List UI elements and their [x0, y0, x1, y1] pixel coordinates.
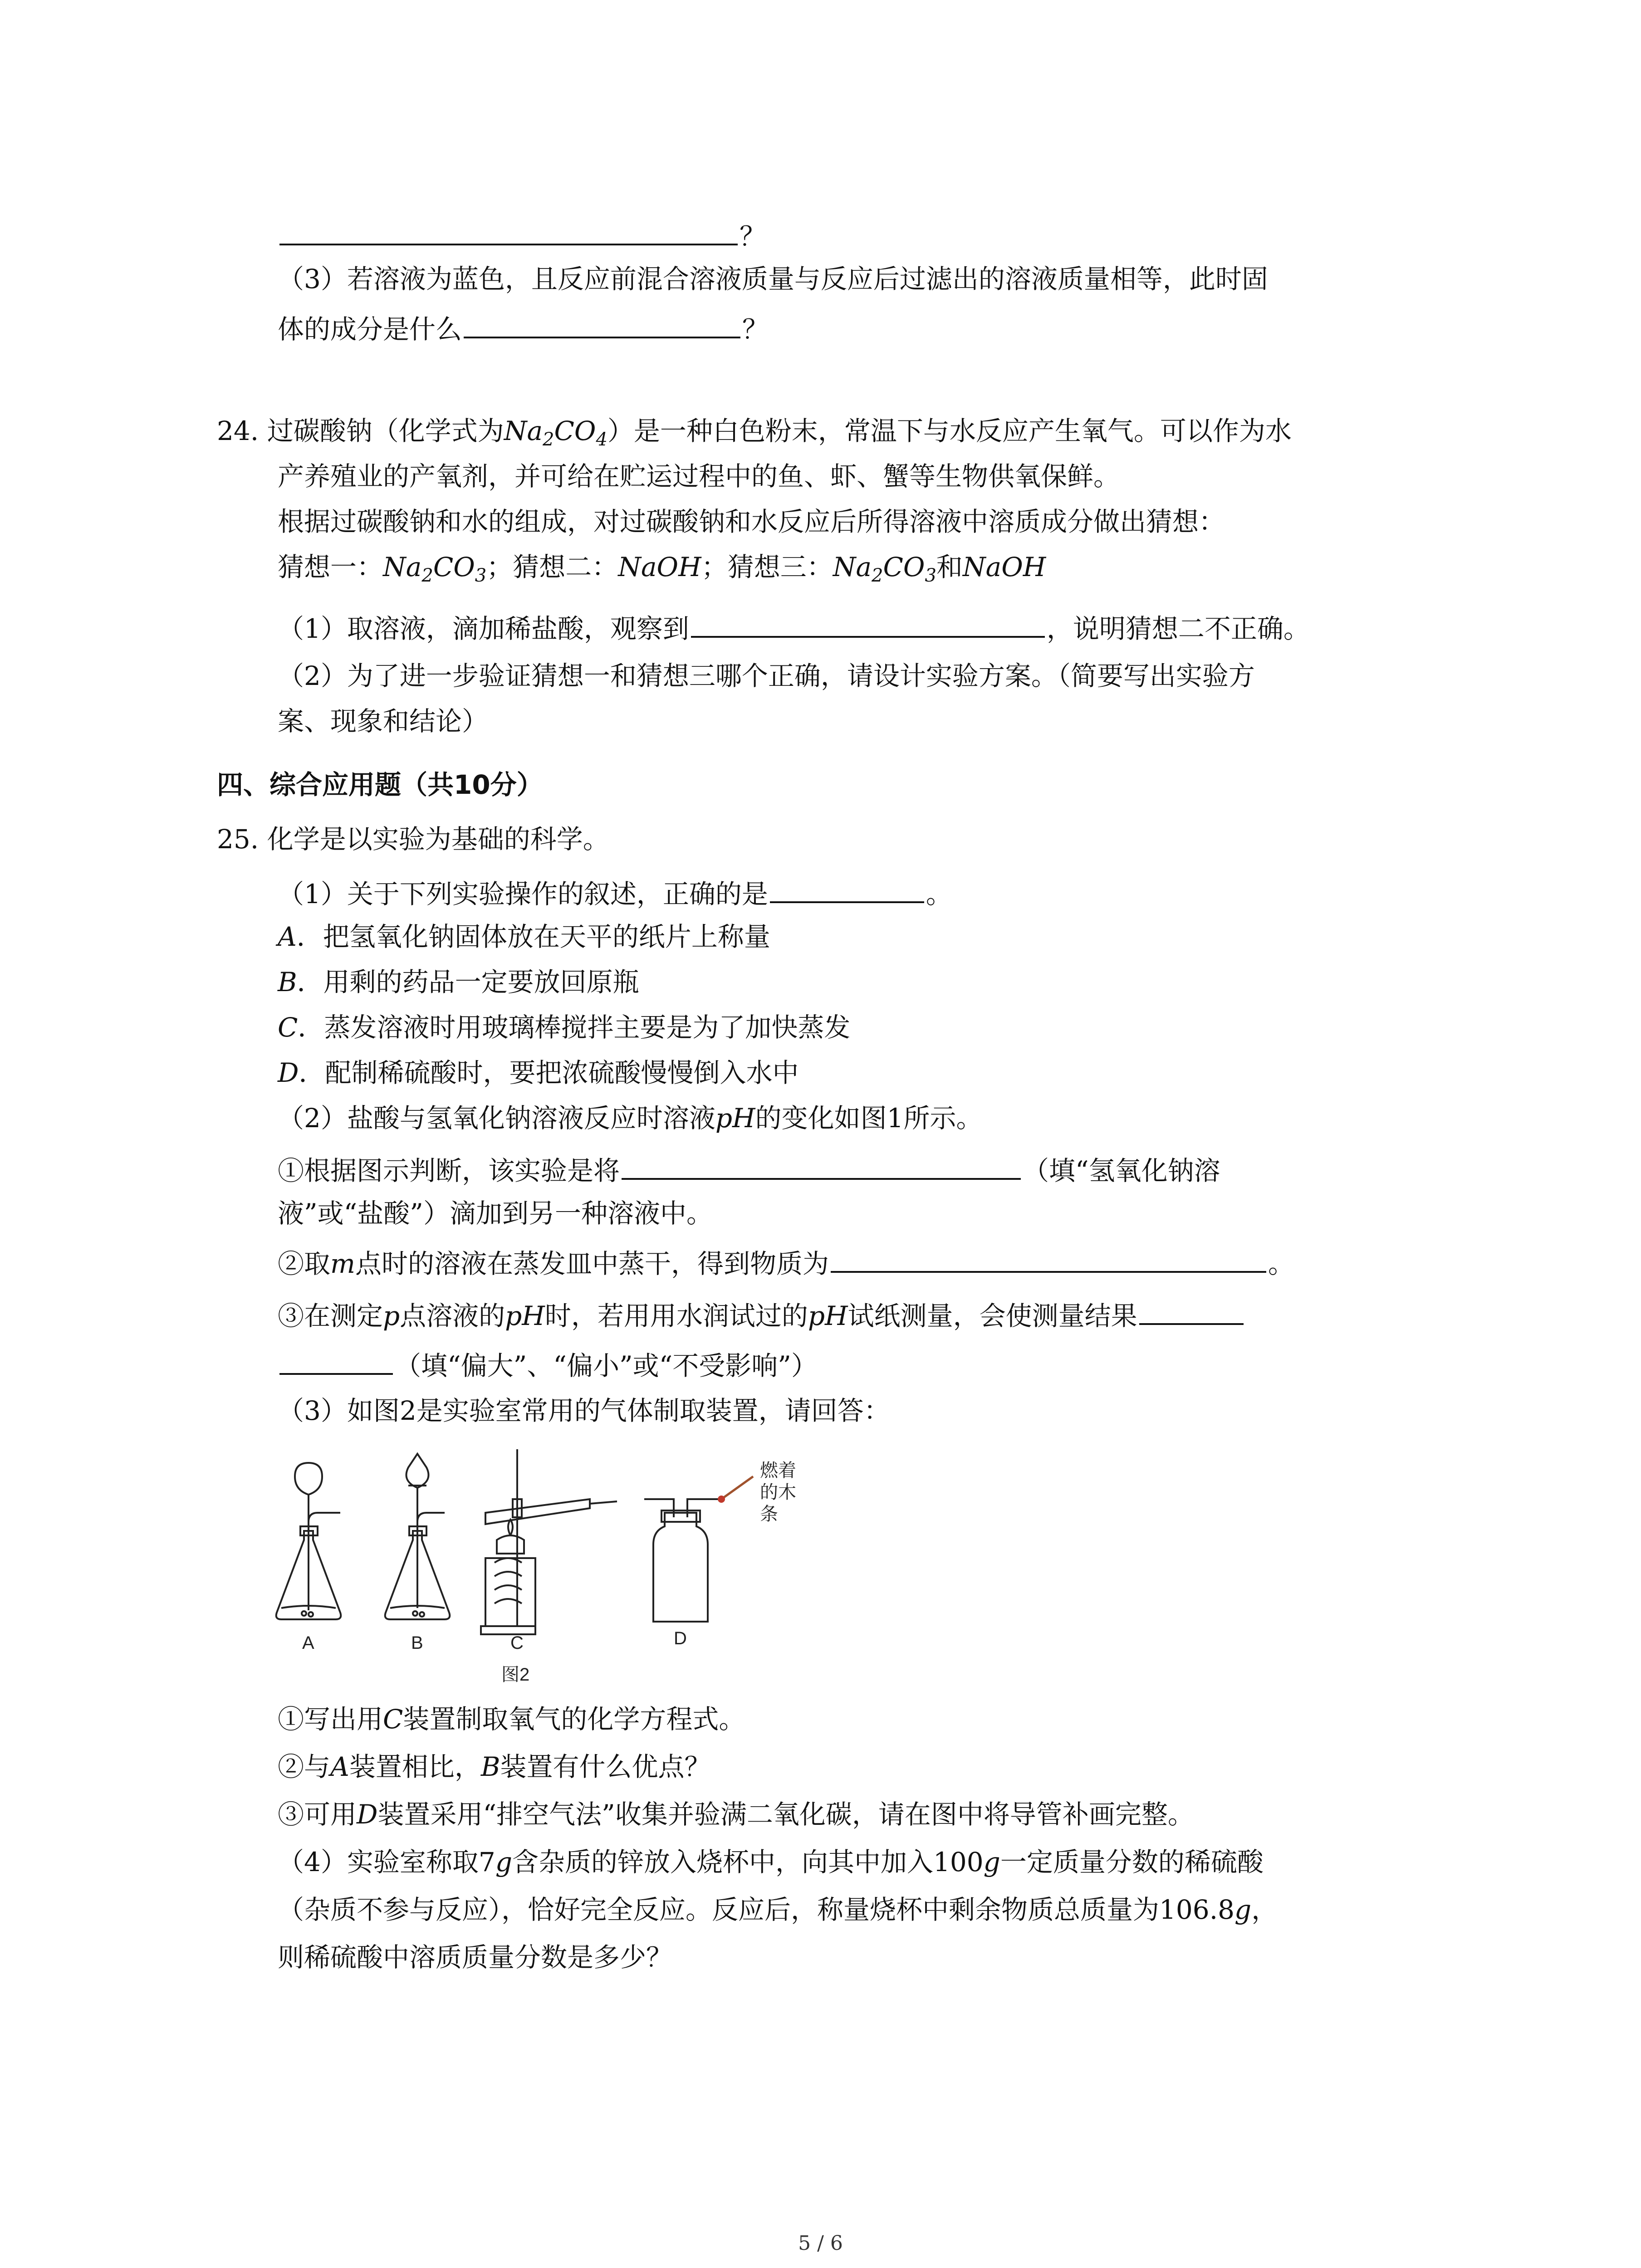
answer-blank[interactable] — [831, 1243, 1266, 1273]
option-b: B．用剩的药品一定要放回原瓶 — [278, 967, 639, 997]
q23-part3-line2: 体的成分是什么 ？ — [278, 308, 769, 347]
q24-part2-line1: （2）为了进一步验证猜想一和猜想三哪个正确，请设计实验方案。（简要写出实验方 — [278, 660, 1255, 691]
question-number: 24. — [217, 415, 259, 446]
q25-part3-sub1: ①写出用C装置制取氧气的化学方程式。 — [278, 1704, 745, 1735]
label-d: D — [674, 1628, 687, 1648]
stick-label-1: 燃着 — [760, 1461, 796, 1481]
apparatus-diagram — [272, 1445, 885, 1690]
stick-label-2: 的木 — [760, 1482, 796, 1502]
label-c: C — [510, 1633, 524, 1653]
answer-blank[interactable] — [1139, 1295, 1244, 1325]
section-heading: 四、综合应用题（共10分） — [217, 769, 543, 800]
q25-part3-sub2: ②与A装置相比，B装置有什么优点？ — [278, 1751, 711, 1782]
q25-part4-line3: 则稀硫酸中溶质质量分数是多少？ — [278, 1942, 673, 1973]
answer-blank[interactable] — [279, 1345, 393, 1375]
answer-blank[interactable] — [279, 215, 738, 245]
q25-part2: （2）盐酸与氢氧化钠溶液反应时溶液pH的变化如图1所示。 — [278, 1103, 983, 1134]
q24-stem-line1: 24. 过碳酸钠（化学式为$Na_2CO_4$）是一种白色粉末，常温下与水反应产生氧气。可以作为水 — [217, 415, 1292, 450]
q25-part2-sub3-line2: （填“偏大”、“偏小”或“不受影响”） — [278, 1345, 818, 1384]
q25-part1: （1）关于下列实验操作的叙述，正确的是 。 — [278, 873, 952, 912]
q24-hypotheses: 猜想一：$Na_2CO_3$；猜想二：NaOH；猜想三：$Na_2CO_3$和NaOH — [278, 552, 1046, 586]
figure-caption: 图2 — [501, 1665, 530, 1685]
answer-blank[interactable] — [622, 1150, 1021, 1180]
q25-part4-line1: （4）实验室称取7g含杂质的锌放入烧杯中，向其中加入100g一定质量分数的稀硫酸 — [278, 1847, 1264, 1877]
q25-stem: 25. 化学是以实验为基础的科学。 — [217, 824, 609, 855]
q23-part3-line1: （3）若溶液为蓝色，且反应前混合溶液质量与反应后过滤出的溶液质量相等，此时固 — [278, 264, 1268, 294]
option-d: D．配制稀硫酸时，要把浓硫酸慢慢倒入水中 — [278, 1057, 799, 1088]
q24-part1: （1）取溶液，滴加稀盐酸，观察到 ，说明猜想二不正确。 — [278, 608, 1310, 647]
option-c: C．蒸发溶液时用玻璃棒搅拌主要是为了加快蒸发 — [278, 1012, 851, 1043]
option-a: A．把氢氧化钠固体放在天平的纸片上称量 — [278, 921, 770, 952]
q25-part3: （3）如图2是实验室常用的气体制取装置，请回答： — [278, 1395, 890, 1426]
q25-part2-sub1-line2: 液”或“盐酸”）滴加到另一种溶液中。 — [278, 1198, 713, 1229]
q24-part2-line2: 案、现象和结论） — [278, 706, 489, 737]
q25-part2-sub2: ②取m点时的溶液在蒸发皿中蒸干，得到物质为 。 — [278, 1243, 1294, 1282]
q25-part4-line2: （杂质不参与反应），恰好完全反应。反应后，称量烧杯中剩余物质总质量为106.8g， — [278, 1894, 1278, 1925]
q25-part2-sub1-line1: ①根据图示判断，该实验是将 （填“氢氧化钠溶 — [278, 1150, 1220, 1189]
page-number: 5 / 6 — [798, 2232, 843, 2255]
answer-blank[interactable] — [770, 873, 924, 903]
question-number: 25. — [217, 824, 259, 855]
apparatus-c — [481, 1449, 617, 1634]
answer-blank[interactable] — [691, 608, 1045, 638]
answer-blank[interactable] — [464, 308, 740, 338]
q25-part2-sub3-line1: ③在测定p点溶液的pH时，若用用水润试过的pH试纸测量，会使测量结果 — [278, 1295, 1245, 1334]
apparatus-b — [385, 1454, 450, 1619]
question-mark: ？ — [740, 221, 766, 252]
apparatus-d — [644, 1476, 753, 1622]
figure-2-apparatus — [272, 1445, 885, 1690]
q25-part3-sub3: ③可用D装置采用“排空气法”收集并验满二氧化碳，请在图中将导管补画完整。 — [278, 1799, 1194, 1830]
answer-line-1 — [278, 215, 766, 254]
label-a: A — [302, 1633, 314, 1653]
q24-stem-line2: 产养殖业的产氧剂，并可给在贮运过程中的鱼、虾、蟹等生物供氧保鲜。 — [278, 461, 1120, 492]
apparatus-a — [276, 1463, 341, 1619]
formula-na2co4: $Na_2CO_4$ — [504, 415, 607, 450]
stick-label-3: 条 — [760, 1504, 778, 1524]
q24-stem-line3: 根据过碳酸钠和水的组成，对过碳酸钠和水反应后所得溶液中溶质成分做出猜想： — [278, 506, 1225, 537]
label-b: B — [411, 1633, 423, 1653]
